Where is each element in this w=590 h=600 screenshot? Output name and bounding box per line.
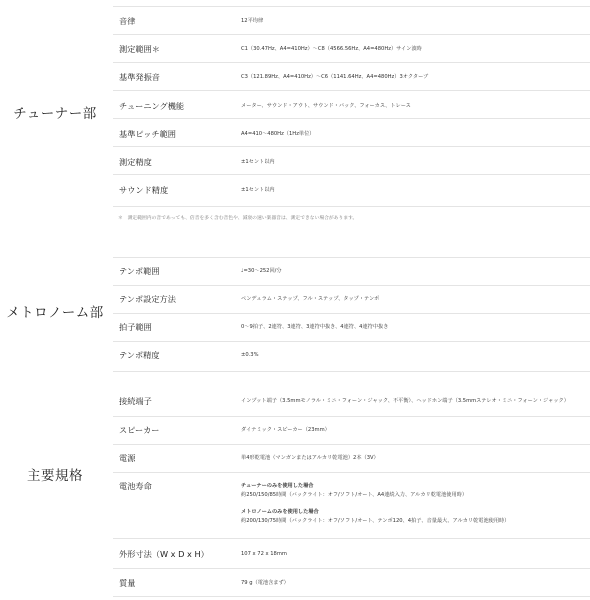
spec-value: 単4形乾電池（マンガンまたはアルカリ乾電池）2本（3V）: [241, 455, 379, 461]
spec-label: テンポ範囲: [119, 266, 160, 276]
spec-subheading: [241, 508, 319, 516]
spec-label: スピーカー: [119, 425, 160, 435]
table-row: [113, 444, 590, 473]
spec-value: 12平均律: [241, 18, 264, 24]
spec-value: ペンデュラム・ステップ、フル・ステップ、タップ・テンポ: [241, 296, 380, 302]
spec-subheading: [241, 482, 313, 490]
tuner-section-title: チューナー部: [13, 106, 97, 122]
spec-value: C1（30.47Hz、A4=410Hz）〜C8（4566.56Hz、A4=480Hz）サイン波時: [241, 46, 422, 52]
metronome-section-title: メトロノーム部: [6, 305, 104, 321]
table-row: [113, 118, 590, 147]
table-row: [113, 538, 590, 569]
spec-label: 電池寿命: [119, 481, 152, 491]
table-row: [113, 174, 590, 207]
table-row: [113, 313, 590, 342]
spec-value: ♩=30〜252回/分: [241, 268, 282, 274]
spec-label: 電源: [119, 453, 136, 463]
spec-label: 外形寸法（W x D x H）: [119, 549, 209, 559]
spec-value: メーター、サウンド・アウト、サウンド・バック、フォーカス、トレース: [241, 103, 411, 109]
spec-value: 0〜9拍子、2連符、3連符、3連符中抜き、4連符、4連符中抜き: [241, 324, 389, 330]
table-row: [113, 416, 590, 445]
table-row: [113, 146, 590, 175]
spec-label: テンポ精度: [119, 350, 160, 360]
spec-value: 79 g（電池含まず）: [241, 580, 289, 586]
table-row: [113, 285, 590, 314]
spec-label: 音律: [119, 16, 136, 26]
divider: [113, 206, 590, 207]
specs-section-title: 主要規格: [27, 468, 83, 484]
divider: [113, 596, 590, 597]
spec-value: ±0.3%: [241, 352, 259, 358]
table-row: [113, 568, 590, 597]
battery-metronome-heading: メトロノームのみを使用した場合: [241, 509, 319, 515]
spec-label: サウンド精度: [119, 185, 169, 195]
spec-value: C3（121.89Hz、A4=410Hz）〜C6（1141.64Hz、A4=480Hz）3オクターブ: [241, 74, 429, 80]
divider: [113, 371, 590, 372]
battery-tuner-heading: チューナーのみを使用した場合: [241, 483, 314, 489]
spec-value: ±1セント以内: [241, 159, 275, 165]
spec-value: A4=410〜480Hz（1Hz単位）: [241, 131, 315, 137]
spec-value: ±1セント以内: [241, 187, 275, 193]
table-row: [113, 34, 590, 63]
spec-label: 接続端子: [119, 396, 152, 406]
spec-value: 約250/150/85時間（バックライト：オフ/ソフト/オート、A4連続入力、アルカリ乾電池使用時）: [241, 492, 468, 498]
table-row: [113, 6, 590, 35]
spec-label: 測定範囲＊: [119, 44, 160, 54]
table-row: [113, 90, 590, 119]
spec-value: 107 x 72 x 18mm: [241, 551, 287, 557]
spec-label: 拍子範囲: [119, 322, 152, 332]
spec-label: 基準ピッチ範囲: [119, 129, 176, 139]
spec-value: ダイナミック・スピーカー（23mm）: [241, 427, 330, 433]
spec-label: 質量: [119, 578, 136, 588]
table-row: [113, 62, 590, 91]
tuner-footnote: ＊ 測定範囲内の音であっても、倍音を多く含む音色や、減衰の速い楽器音は、測定できない場合があります。: [118, 216, 358, 221]
spec-label: テンポ設定方法: [119, 294, 176, 304]
table-row: [113, 388, 590, 416]
spec-label: 測定精度: [119, 157, 152, 167]
table-row: [113, 341, 590, 372]
spec-value: インプット端子（3.5mmモノラル・ミニ・フォーン・ジャック、不平衡）、ヘッドホン端子（3.5mmステレオ・ミニ・フォーン・ジャック）: [241, 398, 569, 404]
spec-label: 基準発振音: [119, 72, 160, 82]
spec-value: 約200/130/75時間（バックライト：オフ/ソフト/オート、テンポ120、4拍子、音量最大、アルカリ乾電池使用時）: [241, 518, 510, 524]
spec-label: チューニング機能: [119, 101, 185, 111]
table-row: [113, 257, 590, 286]
table-row: [113, 472, 590, 539]
